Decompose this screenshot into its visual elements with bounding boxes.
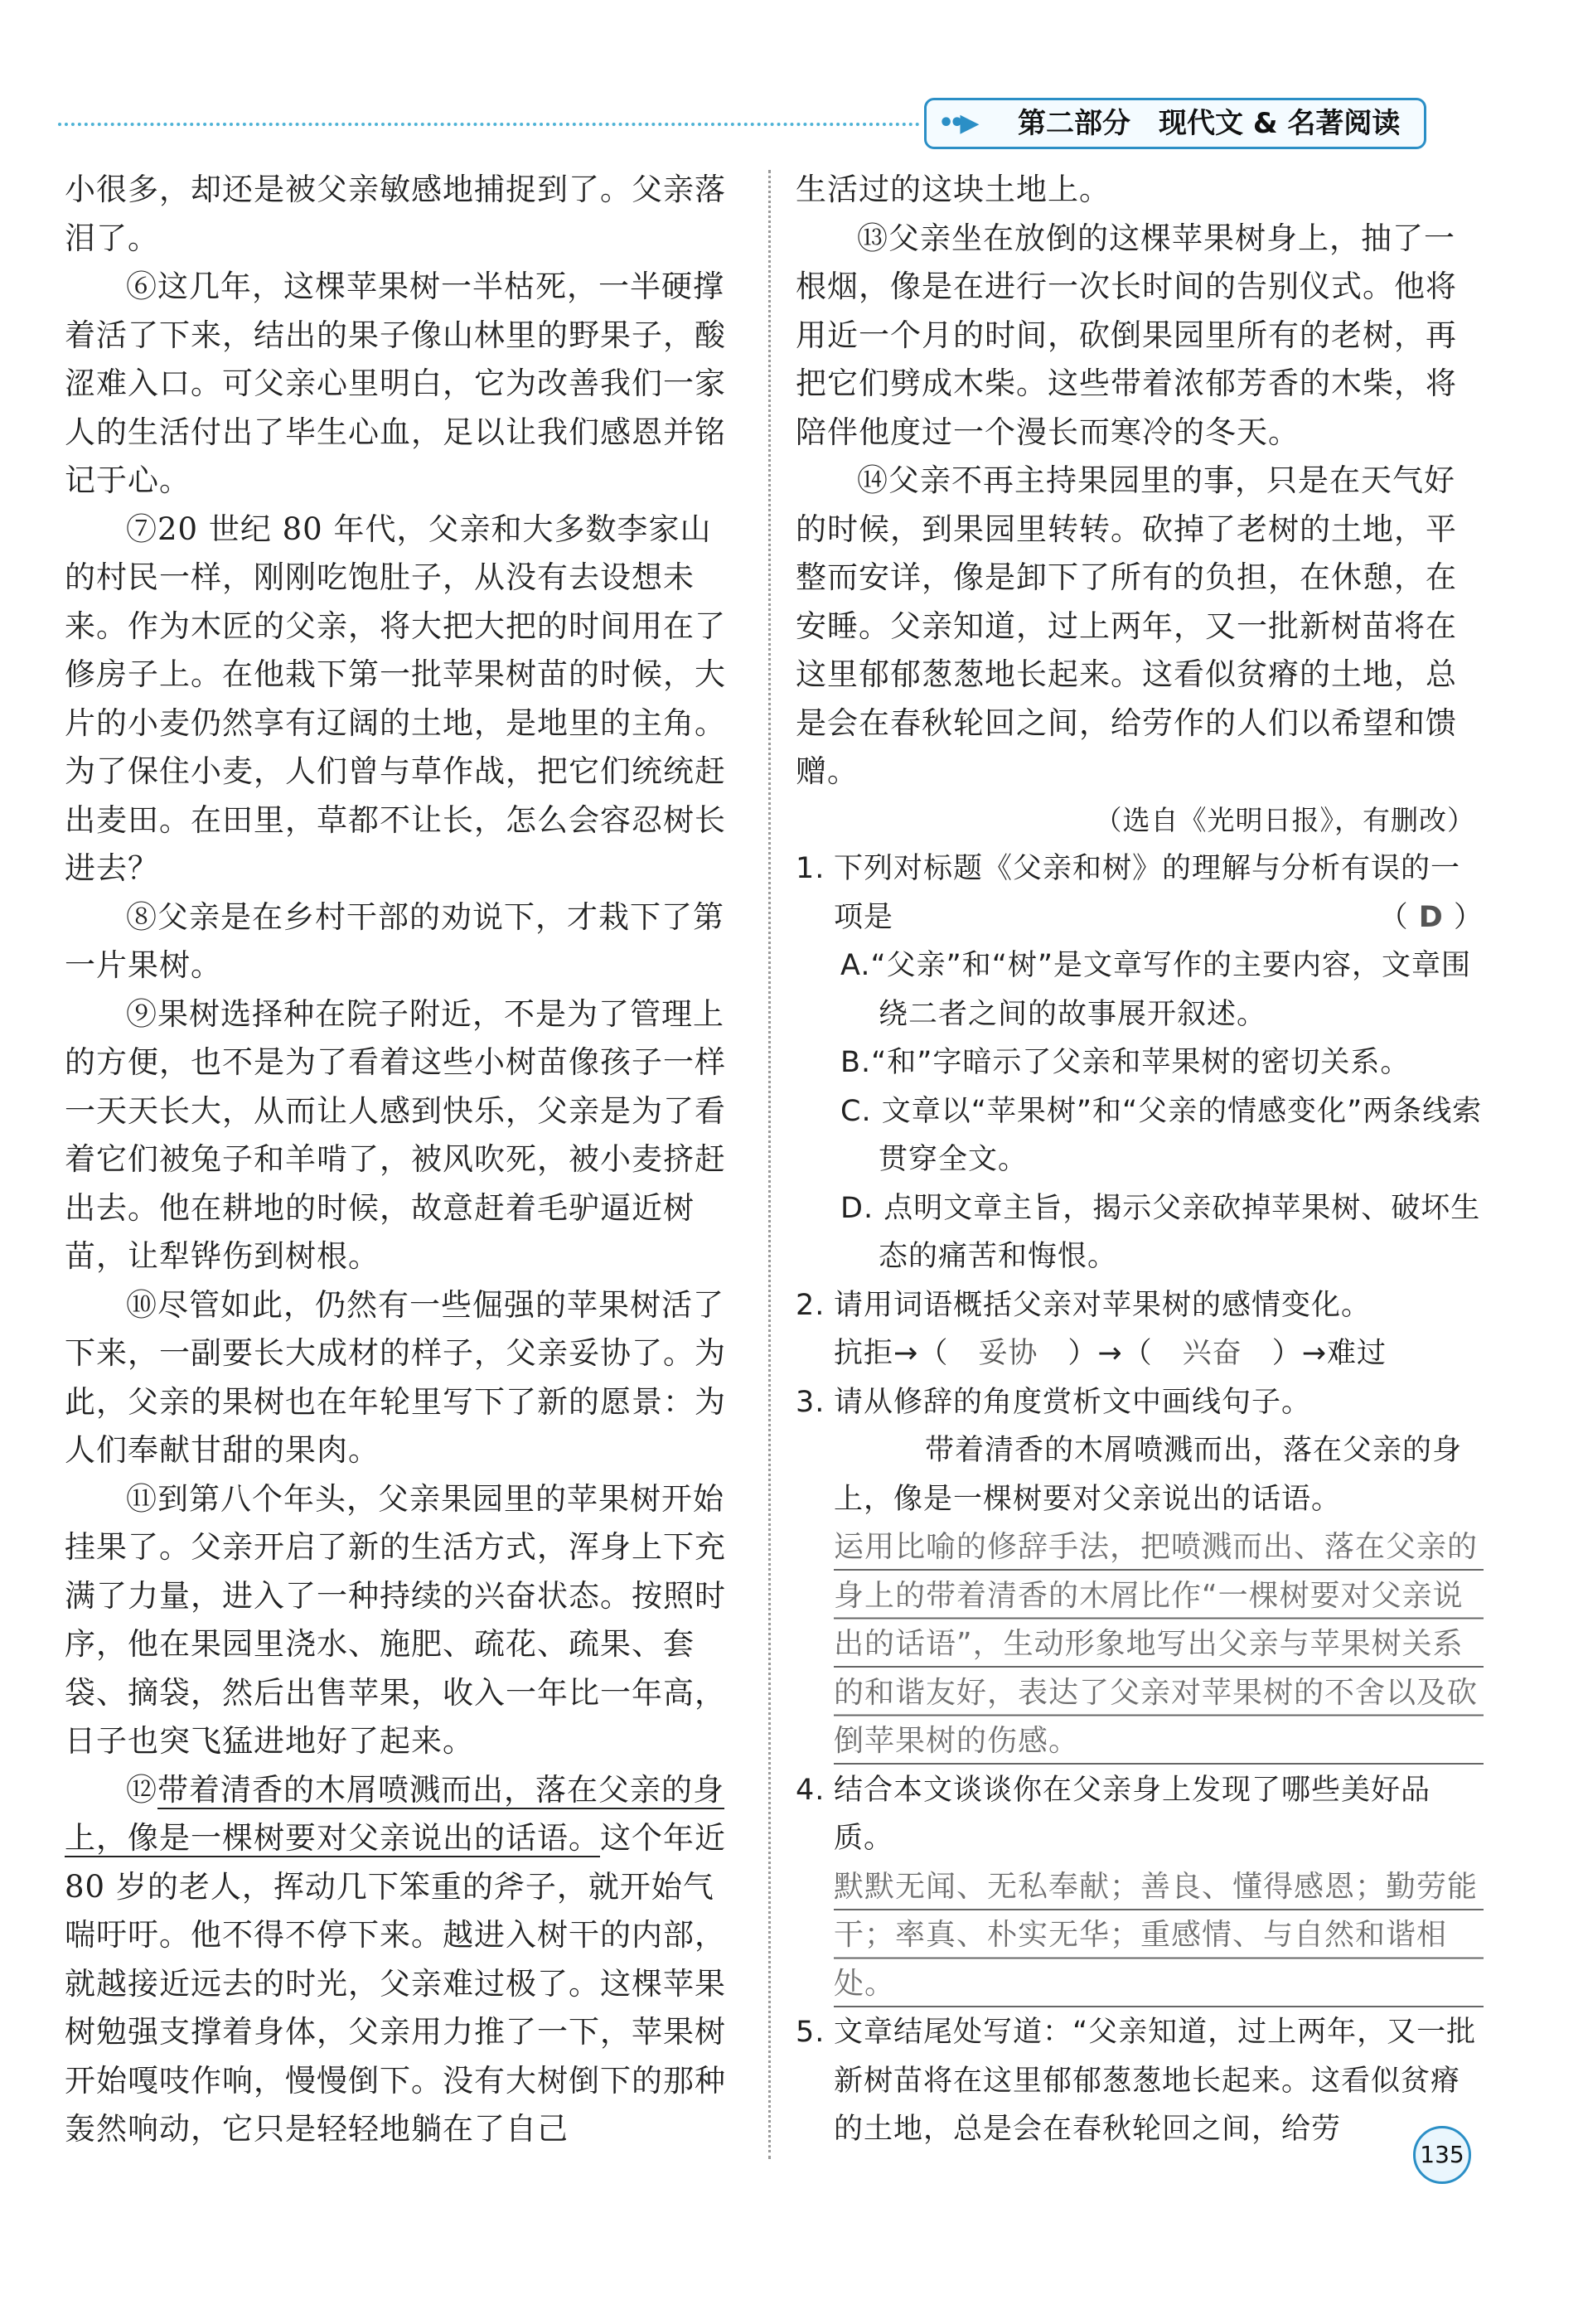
question-stem: 请用词语概括父亲对苹果树的感情变化。 — [834, 1288, 1372, 1322]
fill-in-line — [796, 1329, 1484, 1378]
paragraph-10: ⑩尽管如此，仍然有一些倔强的苹果树活了下来，一副要长大成材的样子，父亲妥协了。为此，父亲的果树也在年轮里写下了新的愿景：为人们奉献甘甜的果肉。 — [65, 1286, 726, 1468]
option-a: A.“父亲”和“树”是文章写作的主要内容，文章围绕二者之间的故事展开叙述。 — [840, 949, 1471, 1031]
question-number: 4. — [796, 1773, 825, 1807]
paragraph-9: ⑨果树选择种在院子附近，不是为了管理上的方便，也不是为了看着这些小树苗像孩子一样一天天长大，从而让人感到快乐，父亲是为了看着它们被兔子和羊啃了，被风吹死，被小麦挤赶出去。他在耕地的时候，故意赶着毛驴逼近树苗，让犁铧伤到树根。 — [65, 995, 726, 1274]
quoted-sentence: 带着清香的木屑喷溅而出，落在父亲的身上，像是一棵树要对父亲说出的话语。 — [834, 1434, 1463, 1516]
answer-3: 运用比喻的修辞手法，把喷溅而出、落在父亲的身上的带着清香的木屑比作“一棵树要对父亲说出的话语”，生动形象地写出父亲与苹果树关系的和谐友好，表达了父亲对苹果树的不舍以及砍倒苹果树的伤感。 — [834, 1523, 1484, 1766]
fill-text: ）→（ — [1067, 1337, 1153, 1370]
paragraph-12-rest: 这个年近 80 岁的老人，挥动几下笨重的斧子，就开始气喘吁吁。他不得不停下来。越进入树干的内部，就越接近远去的时光，父亲难过极了。这棵苹果树勉强支撑着身体，父亲用力推了一下，苹果树开始嘎吱作响，慢慢倒下。没有大树倒下的那种轰然响动，它只是轻轻地躺在了自己 — [65, 1820, 726, 2147]
question-number: 3. — [796, 1385, 825, 1419]
fill-text: ）→难过 — [1271, 1337, 1387, 1370]
column-divider — [768, 170, 771, 2159]
option-b: B.“和”字暗示了父亲和苹果树的密切关系。 — [840, 1046, 1411, 1079]
paragraph-12 — [65, 1766, 740, 2154]
paragraph-8: ⑧父亲是在乡村干部的劝说下，才栽下了第一片果树。 — [65, 898, 724, 983]
question-stem: 下列对标题《父亲和树》的理解与分析有误的一项是 — [834, 852, 1461, 934]
paragraph-continued: 小很多，却还是被父亲敏感地捕捉到了。父亲落泪了。 — [65, 172, 726, 256]
page-number: 135 — [1413, 2126, 1471, 2184]
source-note: （选自《光明日报》，有删改） — [1094, 803, 1475, 836]
bracket-open: （ — [1378, 900, 1419, 934]
question-number: 5. — [796, 2016, 825, 2049]
section-tag — [924, 98, 1426, 149]
paragraph-12-end: 生活过的这块土地上。 — [796, 172, 1111, 207]
section-label: 第二部分 现代文 & 名著阅读 — [1018, 107, 1401, 140]
question-5 — [796, 2008, 1484, 2154]
question-number: 1. — [796, 852, 825, 885]
left-column — [65, 166, 740, 2154]
question-4 — [796, 1766, 1484, 1863]
option-c: C. 文章以“苹果树”和“父亲的情感变化”两条线索贯穿全文。 — [840, 1094, 1483, 1176]
answer-bracket — [1378, 893, 1484, 942]
underlined-sentence: 带着清香的木屑喷溅而出，落在父亲的身上，像是一棵树要对父亲说出的话语。 — [65, 1771, 724, 1856]
question-stem: 文章结尾处写道：“父亲知道，过上两年，又一批新树苗将在这里郁郁葱葱地长起来。这看似贫瘠的土地，总是会在春秋轮回之间，给劳 — [834, 2016, 1477, 2146]
question-2 — [796, 1281, 1484, 1330]
answer-choice: D — [1418, 900, 1444, 934]
paragraph-7: ⑦20 世纪 80 年代，父亲和大多数李家山的村民一样，刚刚吃饱肚子，从没有去设想未来。作为木匠的父亲，将大把大把的时间用在了修房子上。在他栽下第一批苹果树苗的时候，大片的小麦仍然享有辽阔的土地，是地里的主角。为了保住小麦，人们曾与草作战，把它们统统赶出麦田。在田里，草都不让长，怎么会容忍树长进去？ — [65, 511, 726, 886]
question-stem: 结合本文谈谈你在父亲身上发现了哪些美好品质。 — [834, 1773, 1431, 1855]
question-1 — [796, 845, 1484, 942]
question-number: 2. — [796, 1288, 825, 1322]
option-d: D. 点明文章主旨，揭示父亲砍掉苹果树、破坏生态的痛苦和悔恨。 — [840, 1191, 1481, 1273]
fill-answer-2: 兴奋 — [1152, 1337, 1272, 1370]
paragraph-12-number: ⑫ — [126, 1771, 157, 1808]
paragraph-6: ⑥这几年，这棵苹果树一半枯死，一半硬撑着活了下来，结出的果子像山林里的野果子，酸涩难入口。可父亲心里明白，它为改善我们一家人的生活付出了毕生心血，足以让我们感恩并铭记于心。 — [65, 269, 726, 498]
fill-answer-1: 妥协 — [948, 1337, 1068, 1370]
arrow-right-icon: ••▶ — [938, 109, 975, 138]
question-stem: 请从修辞的角度赏析文中画线句子。 — [834, 1385, 1312, 1419]
bracket-close: ） — [1443, 900, 1484, 934]
answer-4: 默默无闻、无私奉献；善良、懂得感恩；勤劳能干；率真、朴实无华；重感情、与自然和谐相处。 — [834, 1863, 1484, 2009]
right-column — [796, 166, 1484, 2154]
question-3 — [796, 1378, 1484, 1427]
paragraph-11: ⑪到第八个年头，父亲果园里的苹果树开始挂果了。父亲开启了新的生活方式，浑身上下充满了力量，进入了一种持续的兴奋状态。按照时序，他在果园里浇水、施肥、疏花、疏果、套袋、摘袋，然后出售苹果，收入一年比一年高，日子也突飞猛进地好了起来。 — [65, 1480, 726, 1759]
paragraph-13: ⑬父亲坐在放倒的这棵苹果树身上，抽了一根烟，像是在进行一次长时间的告别仪式。他将用近一个月的时间，砍倒果园里所有的老树，再把它们劈成木柴。这些带着浓郁芳香的木柴，将陪伴他度过一个漫长而寒冷的冬天。 — [796, 220, 1457, 450]
header-dotted-rule — [58, 123, 920, 126]
fill-text: 抗拒→（ — [834, 1337, 949, 1370]
page-header — [58, 98, 1467, 148]
paragraph-14: ⑭父亲不再主持果园里的事，只是在天气好的时候，到果园里转转。砍掉了老树的土地，平整而安详，像是卸下了所有的负担，在休憩，在安睡。父亲知道，过上两年，又一批新树苗将在这里郁郁葱葱地长起来。这看似贫瘠的土地，总是会在春秋轮回之间，给劳作的人们以希望和馈赠。 — [796, 462, 1457, 789]
